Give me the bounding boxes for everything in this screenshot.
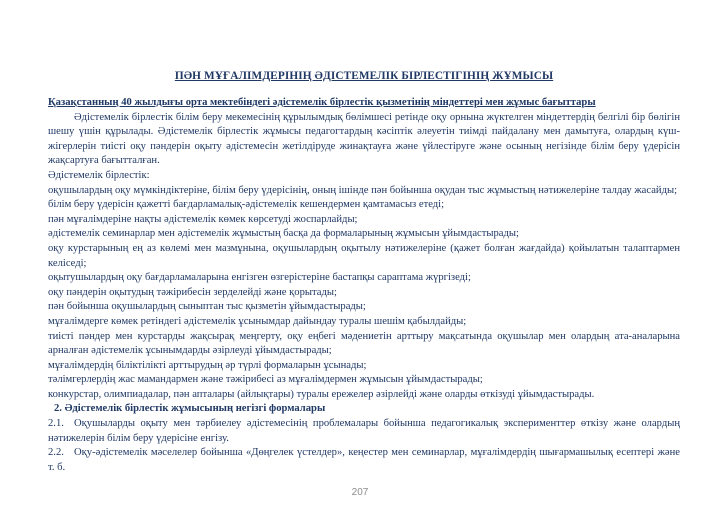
list-item: пән мұғалімдеріне нақты әдістемелік көмек көрсетуді жоспарлайды;: [48, 213, 358, 225]
section2-item-text: Оқу-әдістемелік мәселелер бойынша «Дөңгелек үстелдер», кеңестер мен семинарлар, мұғалімдердің шығармашылық есептері және т. б.: [48, 447, 680, 473]
list-item: пән бойынша оқушылардың сыныптан тыс қызметін ұйымдастырады;: [48, 301, 366, 313]
list-item: әдістемелік семинарлар мен әдістемелік жұмыстың басқа да формаларының жұмысын ұйымдастырады;: [48, 228, 519, 240]
list-item: оқытушылардың оқу бағдарламаларына енгізген өзгерістеріне бастапқы сараптама жүргізеді;: [48, 272, 471, 284]
section2-item: [48, 446, 680, 475]
list-item: оқу пәндерін оқытудың тәжірибесін зерделейді және қорытады;: [48, 286, 337, 298]
section2-item: [48, 417, 680, 446]
list-intro: Әдістемелік бірлестік:: [48, 169, 150, 181]
section2-item-number: 2.2.: [48, 447, 64, 459]
list-item: мұғалімдердің біліктілікті арттырудың әр түрлі формаларын ұсынады;: [48, 359, 367, 371]
list-item: білім беру үдерісін қажетті бағдарламалық-әдістемелік кешендермен қамтамасыз етеді;: [48, 199, 445, 211]
list-item: тәлімгерлердің жас мамандармен және тәжірибесі аз мұғалімдермен жұмысын ұйымдастырады;: [48, 374, 483, 386]
list-item: оқушылардың оқу мүмкіндіктеріне, білім беру үдерісінің, оның ішінде пән бойынша оқудан тыс жұмыстың нәтижелеріне талдау жасайды;: [48, 184, 678, 196]
document-body: [48, 96, 680, 475]
section2-item-number: 2.1.: [48, 418, 64, 430]
section2-heading: 2. Әдістемелік бірлестік жұмысының негізгі формалары: [54, 403, 326, 415]
page-title: ПӘН МҰҒАЛІМДЕРІНІҢ ӘДІСТЕМЕЛІК БІРЛЕСТІГІНІҢ ЖҰМЫСЫ: [174, 70, 554, 82]
list-item: мұғалімдерге көмек ретіндегі әдістемелік ұсынымдар дайындау туралы шешім қабылдайды;: [48, 315, 467, 327]
section2-item-text: Оқушыларды оқыту мен тәрбиелеу әдістемесінің проблемалары бойынша педагогикалық эксперименттер өткізу және олардың нәтижелерін білім беру үдерісіне енгізу.: [48, 418, 680, 444]
page-number: 207: [351, 487, 369, 498]
list-item: тиісті пәндер мен курстарды жақсырақ меңгерту, оқу еңбегі мәдениетін арттыру мақсатында оқушылар мен олардың ата-аналарына арналған әдістемелік ұсынымдарды әзірлеуді ұйымдастырады;: [48, 330, 680, 357]
document-page: [48, 0, 680, 509]
section1-heading: Қазақстанның 40 жылдығы орта мектебіндегі әдістемелік бірлестік қызметінің міндеттері мен жұмыс бағыттары: [48, 97, 596, 108]
list-item: конкурстар, олимпиадалар, пән апталары (айлықтары) туралы ережелер әзірлейді және оларды өткізуді ұйымдастырады.: [48, 388, 595, 400]
intro-paragraph: Әдістемелік бірлестік білім беру мекемесінің құрылымдық бөлімшесі ретінде оқу орнына жүктелген міндеттердің белгілі бір бөлігін шешу үшін құрылады. Әдістемелік бірлестік жұмысы педагогтардың кәсіптік әлеуетін тиімді пайдалану мен дамытуға, олардың күш-жігерлерін тиісті оқу пәндерін оқыту әдістемесін жетілдіруде жинақтауға және үйлестіруге және осының негізінде білім беру үдерісін жақсартуға бағытталған.: [48, 111, 680, 167]
list-item: оқу курстарының ең аз көлемі мен мазмұнына, оқушылардың оқытылу нәтижелеріне (қажет болған жағдайда) қойылатын талаптармен келіседі;: [48, 242, 680, 269]
